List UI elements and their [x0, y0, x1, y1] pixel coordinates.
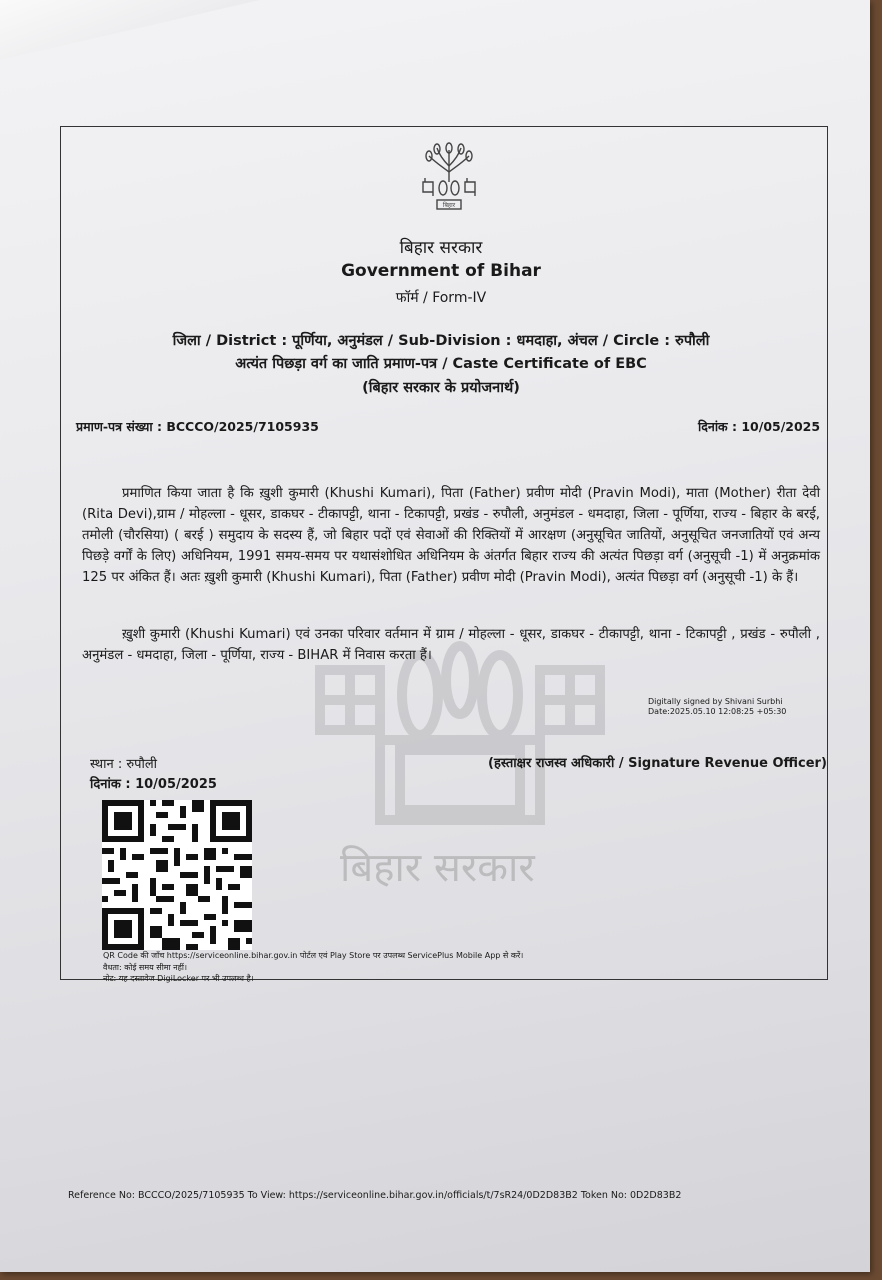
title-english: Government of Bihar — [341, 261, 541, 281]
title-hindi: बिहार सरकार — [399, 238, 483, 258]
certificate-paragraph-1: प्रमाणित किया जाता है कि ख़ुशी कुमारी (Khushi Kumari), पिता (Father) प्रवीण मोदी (Pravin Modi), माता (Mother) रीता देवी (Rita Devi),ग्राम / मोहल्ला - धूसर, डाकघर - टीकापट्टी, थाना - टिकापट्टी, प्रखंड - रुपौली, अनुमंडल - धमदाहा, जिला - पूर्णिया, राज्य - बिहार के बरई, तमोली (चौरसिया) ( बरई ) समुदाय के सदस्य हैं, जो बिहार पदों एवं सेवाओं की रिक्तियों में आरक्षण (अनुसूचित जातियों, अनुसूचित जनजातियों एवं अन्य पिछड़े वर्गों के लिए) अधिनियम, 1991 समय-समय पर यथासंशोधित अधिनियम के अंतर्गत बिहार राज्य की अत्यंत पिछड़ा वर्ग (अनुसूची -1) में अनुक्रमांक 125 पर अंकित हैं। अतः ख़ुशी कुमारी (Khushi Kumari), पिता (Father) प्रवीण मोदी (Pravin Modi), अत्यंत पिछड़ा वर्ग (अनुसूची -1) के हैं। — [82, 486, 820, 585]
validity-note: वैधता: कोई समय सीमा नहीं। — [103, 963, 187, 972]
svg-text:बिहार: बिहार — [442, 202, 456, 209]
digital-signature-name: Digitally signed by Shivani Surbhi — [648, 697, 783, 706]
reference-line: Reference No: BCCCO/2025/7105935 To View: https://serviceonline.bihar.gov.in/officials/t/7sR24/0D2D83B2 Token No: 0D2D83B2 — [68, 1190, 682, 1201]
certificate-paragraph-2: ख़ुशी कुमारी (Khushi Kumari) एवं उनका परिवार वर्तमान में ग्राम / मोहल्ला - धूसर, डाकघर - टीकापट्टी, थाना - टिकापट्टी , प्रखंड - रुपौली , अनुमंडल - धमदाहा, जिला - पूर्णिया, राज्य - BIHAR में निवास करता हैं। — [82, 627, 820, 663]
qr-verify-note: QR Code की जाँच https://serviceonline.bihar.gov.in पोर्टल एवं Play Store पर उपलब्ध ServicePlus Mobile App से करें। — [103, 951, 524, 960]
certificate-title: अत्यंत पिछड़ा वर्ग का जाति प्रमाण-पत्र / Caste Certificate of EBC — [235, 356, 647, 372]
location-line: जिला / District : पूर्णिया, अनुमंडल / Sub-Division : धमदाहा, अंचल / Circle : रुपौली — [172, 333, 710, 349]
issue-date-bottom: दिनांक : 10/05/2025 — [90, 777, 217, 792]
purpose-line: (बिहार सरकार के प्रयोजनार्थ) — [362, 380, 520, 396]
form-number: फॉर्म / Form-IV — [395, 290, 487, 306]
watermark-text: बिहार सरकार — [340, 845, 535, 891]
digital-signature-date: Date:2025.05.10 12:08:25 +05:30 — [648, 707, 787, 716]
qr-code-icon — [102, 800, 252, 950]
certificate-number: प्रमाण-पत्र संख्या : BCCCO/2025/7105935 — [76, 419, 319, 434]
signature-officer-label: (हस्ताक्षर राजस्व अधिकारी / Signature Revenue Officer) — [488, 756, 827, 771]
bihar-emblem-icon — [413, 142, 485, 214]
place: स्थान : रुपौली — [90, 757, 158, 772]
paper-fold — [0, 0, 260, 60]
digilocker-note: नोट: यह दस्तावेज DigiLocker पर भी उपलब्ध है। — [103, 974, 254, 983]
issue-date-top: दिनांक : 10/05/2025 — [698, 419, 821, 434]
